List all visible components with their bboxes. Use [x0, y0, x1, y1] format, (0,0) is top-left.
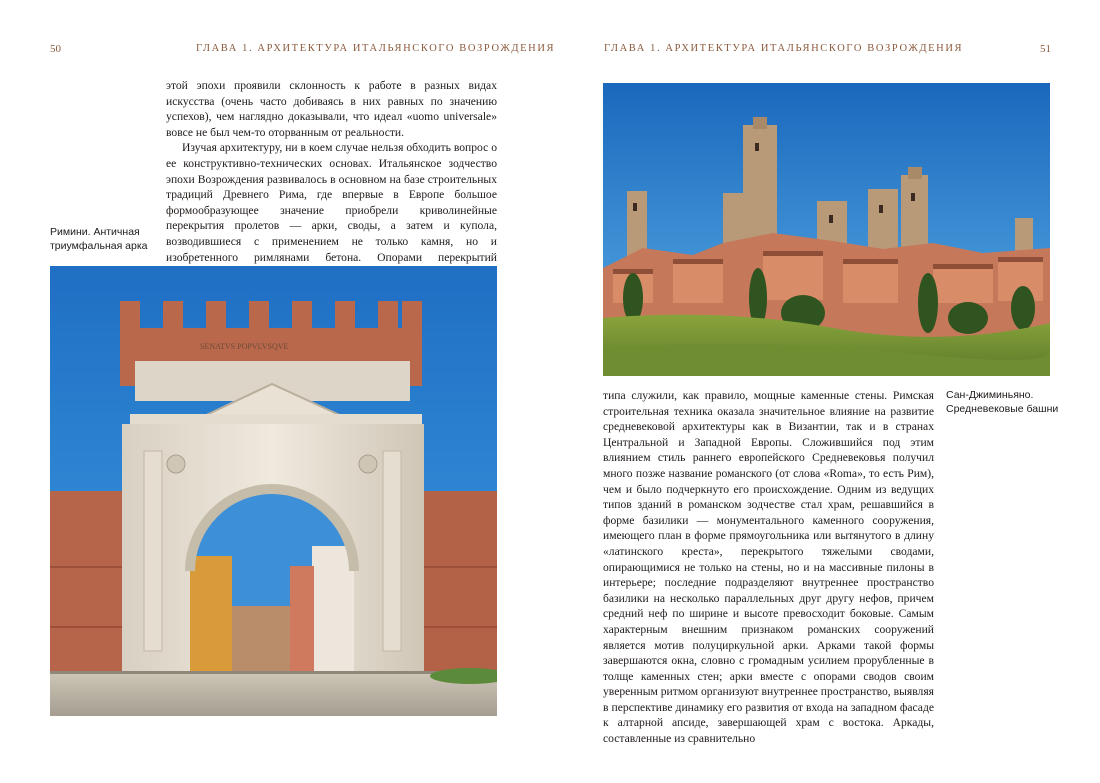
left-paragraph-1: этой эпохи проявили склонность к работе в разных видах искусства (очень часто добиваясь в них равных по значению успехов), чем наглядно доказывали, что идеал «uomo universale» вовсе не был чем-то оторванным от реальности. — [166, 79, 497, 139]
left-caption-line-2: триумфальная арка — [50, 240, 148, 252]
left-running-head: ГЛАВА 1. АРХИТЕКТУРА ИТАЛЬЯНСКОГО ВОЗРОЖДЕНИЯ — [196, 43, 556, 54]
left-caption — [50, 225, 162, 253]
left-paragraph-2: Изучая архитектуру, ни в коем случае нельзя обходить вопрос о ее конструктивно-технических основах. Итальянское зодчество эпохи Возрождения развивалось в основном на базе строительных традиций Древнего Рима, где впервые в Европе большое формообразующее значение приобрели криволинейные перекрытия пролетов — арки, своды, а затем и купола, возводившиеся с применением не только камня, но и изобретенного римлянами бетона. Опорами перекрытий — [166, 141, 497, 264]
right-paragraph-1: типа служили, как правило, мощные каменные стены. Римская строительная техника оказала значительное влияние на развитие средневековой архитектуры как в Византии, так и в странах Центральной и Западной Европы. Сложившийся под этим влиянием стиль раннего европейского Средневековья получил много позже название романского (от слова «Roma», то есть Рим), чем и было подчеркнуто его происхождение. Одним из ведущих типов зданий в романском зодчестве стал храм, решавшийся в форме базилики — монументального каменного сооружения, имеющего план в форме прямоугольника или вытянутого в длину «латинского креста», перекрытого тяжелыми сводами, опирающимися не только на стены, но и на массивные пилоны в интерьере; последние подразделяют внутреннее пространство базилики на несколько параллельных друг другу нефов, причем средний неф по ширине и высоте превосходит боковые. Самым характерным внешним признаком романских сооружений является мотив полуциркульной арки. Арками такой формы завершаются окна, словно с громадным усилием прорубленные в толще каменных стен; арки вместе с опорами сводов своим уверенным ритмом организуют внутреннее пространство, выявляя в перспективе динамику его развития от входа на западном фасаде к алтарной апсиде, завершающей храм с востока. Аркады, составленные из сравнительно — [603, 389, 934, 746]
right-page-number: 51 — [1040, 43, 1051, 55]
right-caption — [946, 388, 1076, 416]
rimini-arch-photo — [50, 266, 497, 716]
left-caption-line-1: Римини. Античная — [50, 226, 140, 238]
right-text-block — [603, 388, 934, 747]
san-gimignano-photo — [603, 83, 1050, 376]
right-running-head: ГЛАВА 1. АРХИТЕКТУРА ИТАЛЬЯНСКОГО ВОЗРОЖДЕНИЯ — [604, 43, 964, 54]
arch-inscription: SENATVS POPVLVSQVE — [200, 342, 289, 351]
left-text-block — [166, 78, 497, 281]
san-gimignano-illustration — [603, 83, 1050, 376]
rimini-arch-illustration — [50, 266, 497, 716]
left-page-number: 50 — [50, 43, 61, 55]
right-caption-line-2: Средневековые башни — [946, 403, 1059, 415]
right-caption-line-1: Сан-Джиминьяно. — [946, 389, 1034, 401]
